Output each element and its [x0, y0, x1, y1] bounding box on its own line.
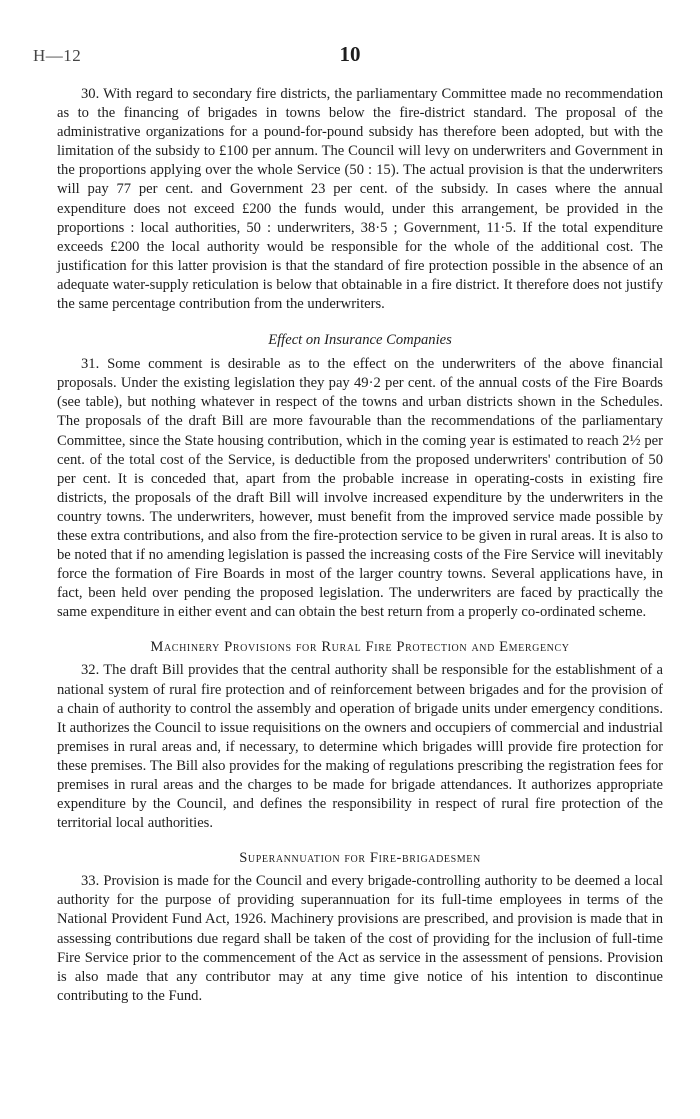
paragraph-32: 32. The draft Bill provides that the central authority shall be responsible for the establishment of a national system of rural fire protection and of reinforcement between brigades and for the provision of a chain of authority to control the assembly and operation of brigade units under emergency conditions. It authorizes the Council to issue requisitions on the owners and occupiers of commercial and industrial premises in rural areas and, if necessary, to determine which brigades willl provide fire protection for these premises. The Bill also provides for the making of regulations prescribing the registration fees for premises in rural areas and the charges to be made for brigade attendances. It authorizes appropriate expenditure by the Council, and defines the responsibility in respect of rural fire protection of the territorial local authorities. — [57, 662, 663, 832]
paragraph-30: 30. With regard to secondary fire districts, the parliamentary Committee made no recommendation as to the financing of brigades in towns below the fire-district standard. The proposal of the administrative organizations for a pound-for-pound subsidy has therefore been adopted, but with the limitation of the subsidy to £100 per annum. The Council will levy on underwriters and Government in the proportions applying over the whole Service (50 : 15). The actual provision is that the underwriters will pay 77 per cent. and Government 23 per cent. of the subsidy. In cases where the annual expenditure does not exceed £200 the funds would, under this arrangement, be provided in the proportions : local authorities, 50 : underwriters, 38·5 ; Government, 11·5. If the total expenditure exceeds £200 the local authority would be responsible for the whole of the additional cost. The justification for this latter provision is that the standard of fire protection possible in the absence of an adequate water-supply reticulation is below that obtainable in a fire district. It therefore does not justify the same percentage contribution from the underwriters. — [57, 86, 663, 313]
heading-superannuation: Superannuation for Fire-brigadesmen — [239, 850, 481, 867]
paragraph-33: 33. Provision is made for the Council and every brigade-controlling authority to be deemed a local authority for the purpose of providing superannuation for its full-time employees in terms of the National Provident Fund Act, 1926. Machinery provisions are prescribed, and provision is made that in assessing contributions due regard shall be taken of the cost of providing for the inclusion of full-time Fire Service prior to the commencement of the Act as service in the assessment of pensions. Provision is also made that any contributor may at any time give notice of his intention to discontinue contributing to the Fund. — [57, 873, 663, 1004]
page-number: 10 — [339, 42, 361, 66]
page-body — [57, 85, 663, 1006]
heading-effect-on-insurance-companies: Effect on Insurance Companies — [268, 332, 452, 349]
document-reference: H—12 — [33, 46, 82, 65]
page-header — [33, 42, 667, 68]
paragraph-31: 31. Some comment is desirable as to the effect on the underwriters of the above financial proposals. Under the existing legislation they pay 49·2 per cent. of the annual costs of the Fire Boards (see table), but nothing whatever in respect of the towns and urban districts shown in the Schedules. The proposals of the draft Bill are more favourable than the recommendations of the parliamentary Committee, since the State housing contribution, which in the coming year is estimated to reach 2½ per cent. of the total cost of the Service, is deductible from the proposed underwriters' contribution of 50 per cent. It is conceded that, apart from the probable increase in operating-costs in existing fire districts, the proposals of the draft Bill will involve increased expenditure by the underwriters in the country towns. The underwriters, however, must benefit from the improved service made possible by these extra contributions, and also from the fire-protection service to be given in rural areas. It is also to be noted that if no amending legislation is passed the increasing costs of the Fire Service will inevitably force the formation of Fire Boards in most of the larger country towns. Several applications have, in fact, been held over pending the proposed legislation. The underwriters are faced by practically the same expenditure in either event and can obtain the best return from a properly co-ordinated scheme. — [57, 356, 663, 621]
heading-machinery-provisions: Machinery Provisions for Rural Fire Protection and Emergency — [150, 639, 570, 656]
